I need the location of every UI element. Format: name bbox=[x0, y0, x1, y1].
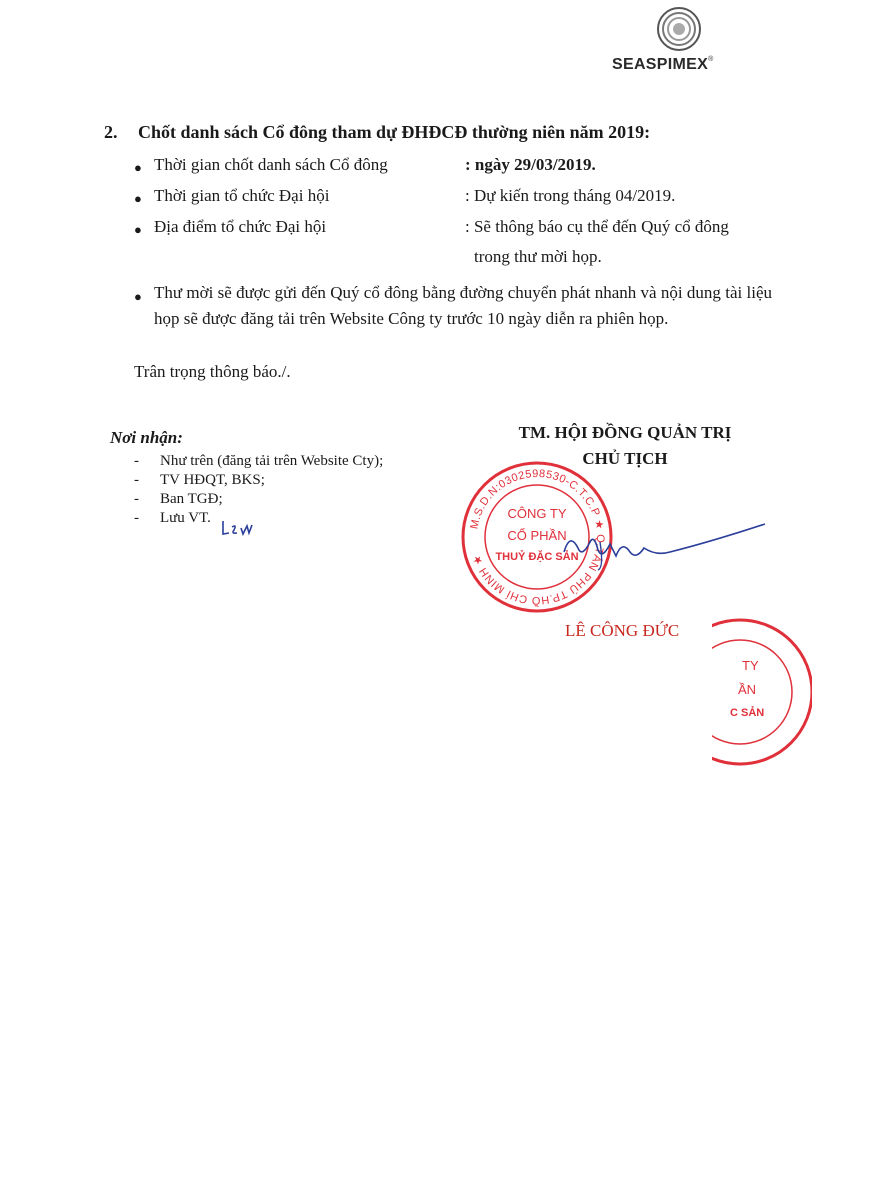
svg-text:C SẢN: C SẢN bbox=[730, 707, 765, 719]
detail-label: Thời gian chốt danh sách Cổ đông bbox=[154, 155, 388, 174]
bullet-icon: ● bbox=[134, 289, 142, 304]
company-seal-partial bbox=[712, 612, 812, 772]
recipients-list bbox=[134, 452, 383, 528]
initials-mark bbox=[219, 518, 259, 540]
detail-value: : Dự kiến trong tháng 04/2019. bbox=[465, 186, 676, 205]
recipients-title: Nơi nhận: bbox=[110, 428, 183, 447]
detail-value: : Sẽ thông báo cụ thể đến Quý cổ đông bbox=[465, 217, 729, 236]
company-logo bbox=[612, 6, 762, 76]
detail-value: : ngày 29/03/2019. bbox=[465, 155, 596, 174]
bullet-icon: ● bbox=[134, 222, 142, 237]
signer-name: LÊ CÔNG ĐỨC bbox=[565, 621, 680, 640]
recipient-item: - Lưu VT. bbox=[134, 510, 211, 526]
section-title: Chốt danh sách Cổ đông tham dự ĐHĐCĐ thường niên năm 2019: bbox=[138, 122, 651, 142]
svg-text:THUỶ ĐẶC SẢN: THUỶ ĐẶC SẢN bbox=[495, 551, 579, 563]
svg-text:TY: TY bbox=[742, 658, 759, 673]
recipient-item: - Như trên (đăng tải trên Website Cty); bbox=[134, 453, 384, 469]
swirl-logo-icon bbox=[656, 6, 702, 52]
section-heading bbox=[104, 122, 650, 143]
handwritten-signature bbox=[560, 522, 770, 572]
svg-text:CÔNG TY: CÔNG TY bbox=[507, 506, 567, 521]
bullet-icon: ● bbox=[134, 191, 142, 206]
chairman-title: CHỦ TỊCH bbox=[582, 449, 668, 468]
detail-value-continued: trong thư mời họp. bbox=[474, 247, 602, 266]
svg-text:M.S.D.N:0302598530-C.T.C.P ★ Q: M.S.D.N:0302598530-C.T.C.P ★ Q.TÂN PHÚ TP.HỒ CHÍ MINH ★ bbox=[468, 467, 607, 607]
svg-text:CỔ PHẦN: CỔ PHẦN bbox=[507, 528, 567, 543]
recipient-item: - TV HĐQT, BKS; bbox=[134, 472, 265, 488]
section-number: 2. bbox=[104, 122, 118, 142]
board-title: TM. HỘI ĐỒNG QUẢN TRỊ bbox=[518, 423, 732, 442]
recipient-item: - Ban TGĐ; bbox=[134, 491, 223, 507]
svg-text:ẦN: ẦN bbox=[738, 682, 757, 697]
detail-label: Thời gian tổ chức Đại hội bbox=[154, 186, 330, 205]
note-paragraph: Thư mời sẽ được gửi đến Quý cổ đông bằng đường chuyển phát nhanh và nội dung tài liệu họp sẽ được đăng tải trên Website Công ty trước 10 ngày diễn ra phiên họp. bbox=[154, 283, 772, 328]
brand-name: SEASPIMEX® bbox=[612, 56, 714, 73]
detail-label: Địa điểm tổ chức Đại hội bbox=[154, 217, 327, 236]
bullet-icon: ● bbox=[134, 160, 142, 175]
closing-line: Trân trọng thông báo./. bbox=[134, 362, 291, 381]
